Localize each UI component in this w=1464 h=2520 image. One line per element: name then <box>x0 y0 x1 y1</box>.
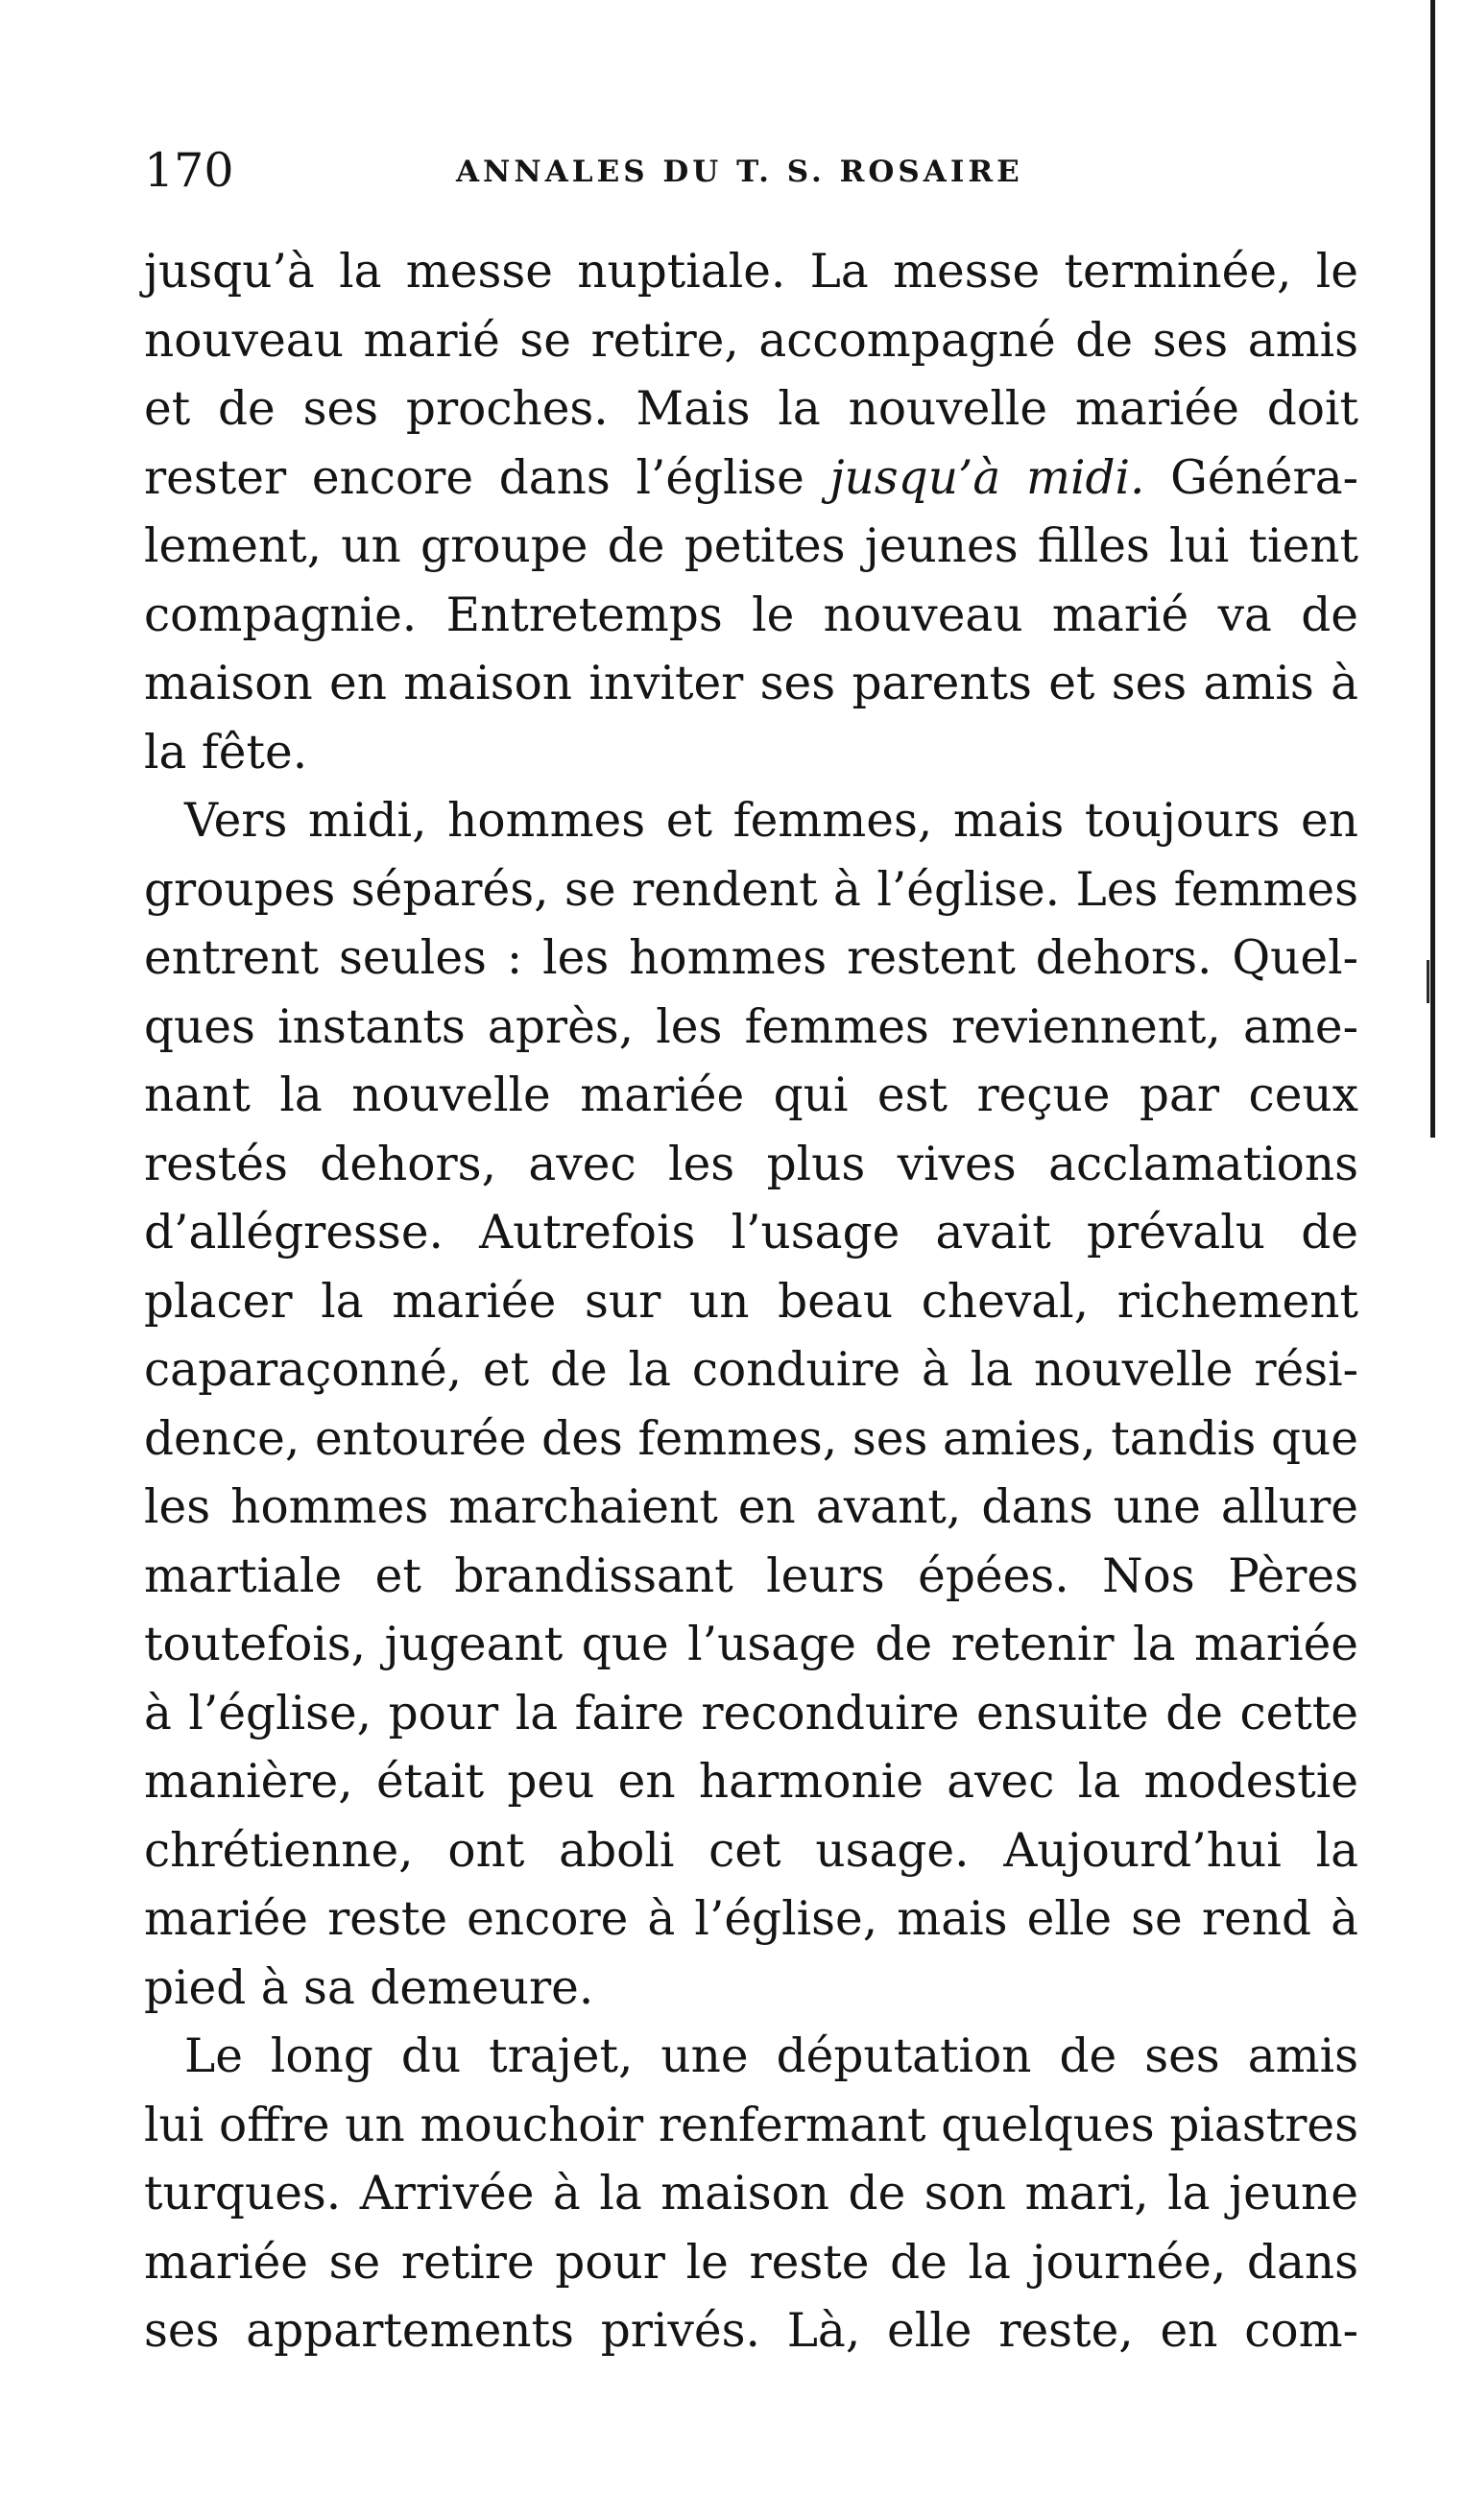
text-line: manière, était peu en harmonie avec la modestie <box>144 1755 1358 1809</box>
running-head <box>144 142 1392 200</box>
text-line: Vers midi, hommes et femmes, mais toujours en <box>184 794 1358 848</box>
text-line: lui offre un mouchoir renfermant quelques piastres <box>144 2098 1358 2152</box>
text-line: pied à sa demeure. <box>144 1960 594 2015</box>
text-line: nant la nouvelle mariée qui est reçue par ceux <box>144 1068 1358 1122</box>
italic-phrase: jusqu’à midi. <box>829 450 1145 505</box>
running-title: ANNALES DU T. S. ROSAIRE <box>456 155 1023 189</box>
text-line: mariée reste encore à l’église, mais elle se rend à <box>144 1892 1358 1946</box>
text-line: maison en maison inviter ses parents et ses amis à <box>144 657 1358 710</box>
text-segment: rester encore dans l’église <box>144 450 830 505</box>
page-number: 170 <box>144 143 234 198</box>
text-line: et de ses proches. Mais la nouvelle mariée doit <box>144 382 1358 436</box>
text-line: groupes séparés, se rendent à l’église. Les femmes <box>144 862 1358 917</box>
text-line: martiale et brandissant leurs épées. Nos Pères <box>144 1548 1358 1603</box>
text-line: entrent seules : les hommes restent dehors. Quel- <box>144 931 1358 985</box>
text-line: toutefois, jugeant que l’usage de retenir la mariée <box>144 1618 1358 1671</box>
text-line: caparaçonné, et de la conduire à la nouvelle rési- <box>144 1343 1358 1397</box>
page-edge-rule <box>1430 0 1435 1138</box>
text-line: à l’église, pour la faire reconduire ensuite de cette <box>144 1686 1358 1740</box>
text-line: placer la mariée sur un beau cheval, richement <box>144 1274 1358 1329</box>
text-line: la fête. <box>144 725 308 780</box>
text-line: d’allégresse. Autrefois l’usage avait prévalu de <box>144 1206 1358 1260</box>
text-line: restés dehors, avec les plus vives acclamations <box>144 1137 1358 1191</box>
text-line: lement, un groupe de petites jeunes filles lui tient <box>144 519 1358 573</box>
text-line: chrétienne, ont aboli cet usage. Aujourd’hui la <box>144 1823 1358 1878</box>
body-text <box>144 238 1358 2366</box>
text-line: jusqu’à la messe nuptiale. La messe terminée, le <box>144 245 1358 299</box>
text-line-with-italic <box>144 444 1358 514</box>
page-edge-mark <box>1427 960 1429 1003</box>
text-line: mariée se retire pour le reste de la journée, dans <box>144 2235 1358 2290</box>
text-line: Le long du trajet, une députation de ses amis <box>184 2029 1358 2083</box>
text-line: nouveau marié se retire, accompagné de ses amis <box>144 313 1358 368</box>
text-line: dence, entourée des femmes, ses amies, tandis que <box>144 1411 1358 1466</box>
text-segment: Généra- <box>1144 450 1358 505</box>
text-line: ques instants après, les femmes reviennent, ame- <box>144 999 1358 1054</box>
text-line: compagnie. Entretemps le nouveau marié va de <box>144 588 1358 642</box>
text-line: turques. Arrivée à la maison de son mari, la jeune <box>144 2167 1358 2220</box>
text-line: ses appartements privés. Là, elle reste, en com- <box>144 2304 1358 2358</box>
text-line: les hommes marchaient en avant, dans une allure <box>144 1480 1358 1534</box>
